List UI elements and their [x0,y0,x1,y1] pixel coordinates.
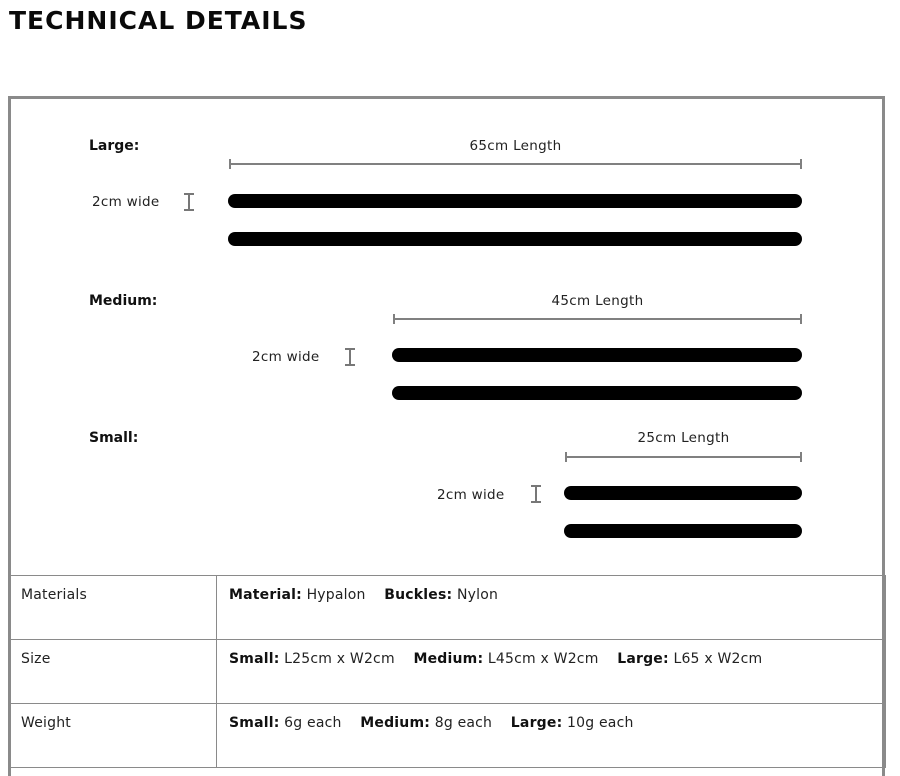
spec-key: Medium: [360,715,431,731]
length-dimension-line-medium [393,318,802,320]
spec-key: Small: [229,651,280,667]
specs-value-weight [217,704,886,768]
width-ibeam-icon-medium [344,348,356,366]
spec-key: Material: [229,587,302,603]
width-ibeam-icon-large [183,193,195,211]
size-label-medium: Medium: [89,293,158,309]
specs-label-weight: Weight [9,704,217,768]
strap-large-1 [228,194,802,208]
spec-value: 10g each [567,715,634,731]
length-dimension-line-small [565,456,802,458]
length-dimension-line-large [229,163,802,165]
length-label-large: 65cm Length [469,138,562,154]
spec-value: Hypalon [306,587,366,603]
length-label-small: 25cm Length [637,430,730,446]
specs-label-materials: Materials [9,576,217,640]
width-label-small: 2cm wide [437,487,505,503]
specs-table [8,575,886,768]
strap-small-2 [564,524,802,538]
spec-key: Buckles: [384,587,453,603]
strap-large-2 [228,232,802,246]
specs-row-weight [9,704,886,768]
spec-value: L25cm x W2cm [284,651,395,667]
length-label-medium: 45cm Length [551,293,644,309]
spec-key: Small: [229,715,280,731]
specs-value-materials [217,576,886,640]
strap-medium-1 [392,348,802,362]
width-label-medium: 2cm wide [252,349,320,365]
spec-key: Medium: [413,651,484,667]
size-label-small: Small: [89,430,139,446]
specs-label-size: Size [9,640,217,704]
spec-value: Nylon [456,587,499,603]
spec-value: 8g each [434,715,493,731]
spec-value: L65 x W2cm [673,651,763,667]
spec-value: 6g each [284,715,342,731]
page-title: TECHNICAL DETAILS [9,6,308,35]
width-ibeam-icon-small [530,485,542,503]
width-label-large: 2cm wide [92,194,160,210]
strap-small-1 [564,486,802,500]
specs-value-size [217,640,886,704]
specs-row-size [9,640,886,704]
spec-key: Large: [510,715,563,731]
strap-medium-2 [392,386,802,400]
spec-value: L45cm x W2cm [487,651,599,667]
specs-row-materials [9,576,886,640]
spec-key: Large: [617,651,669,667]
size-label-large: Large: [89,138,140,154]
